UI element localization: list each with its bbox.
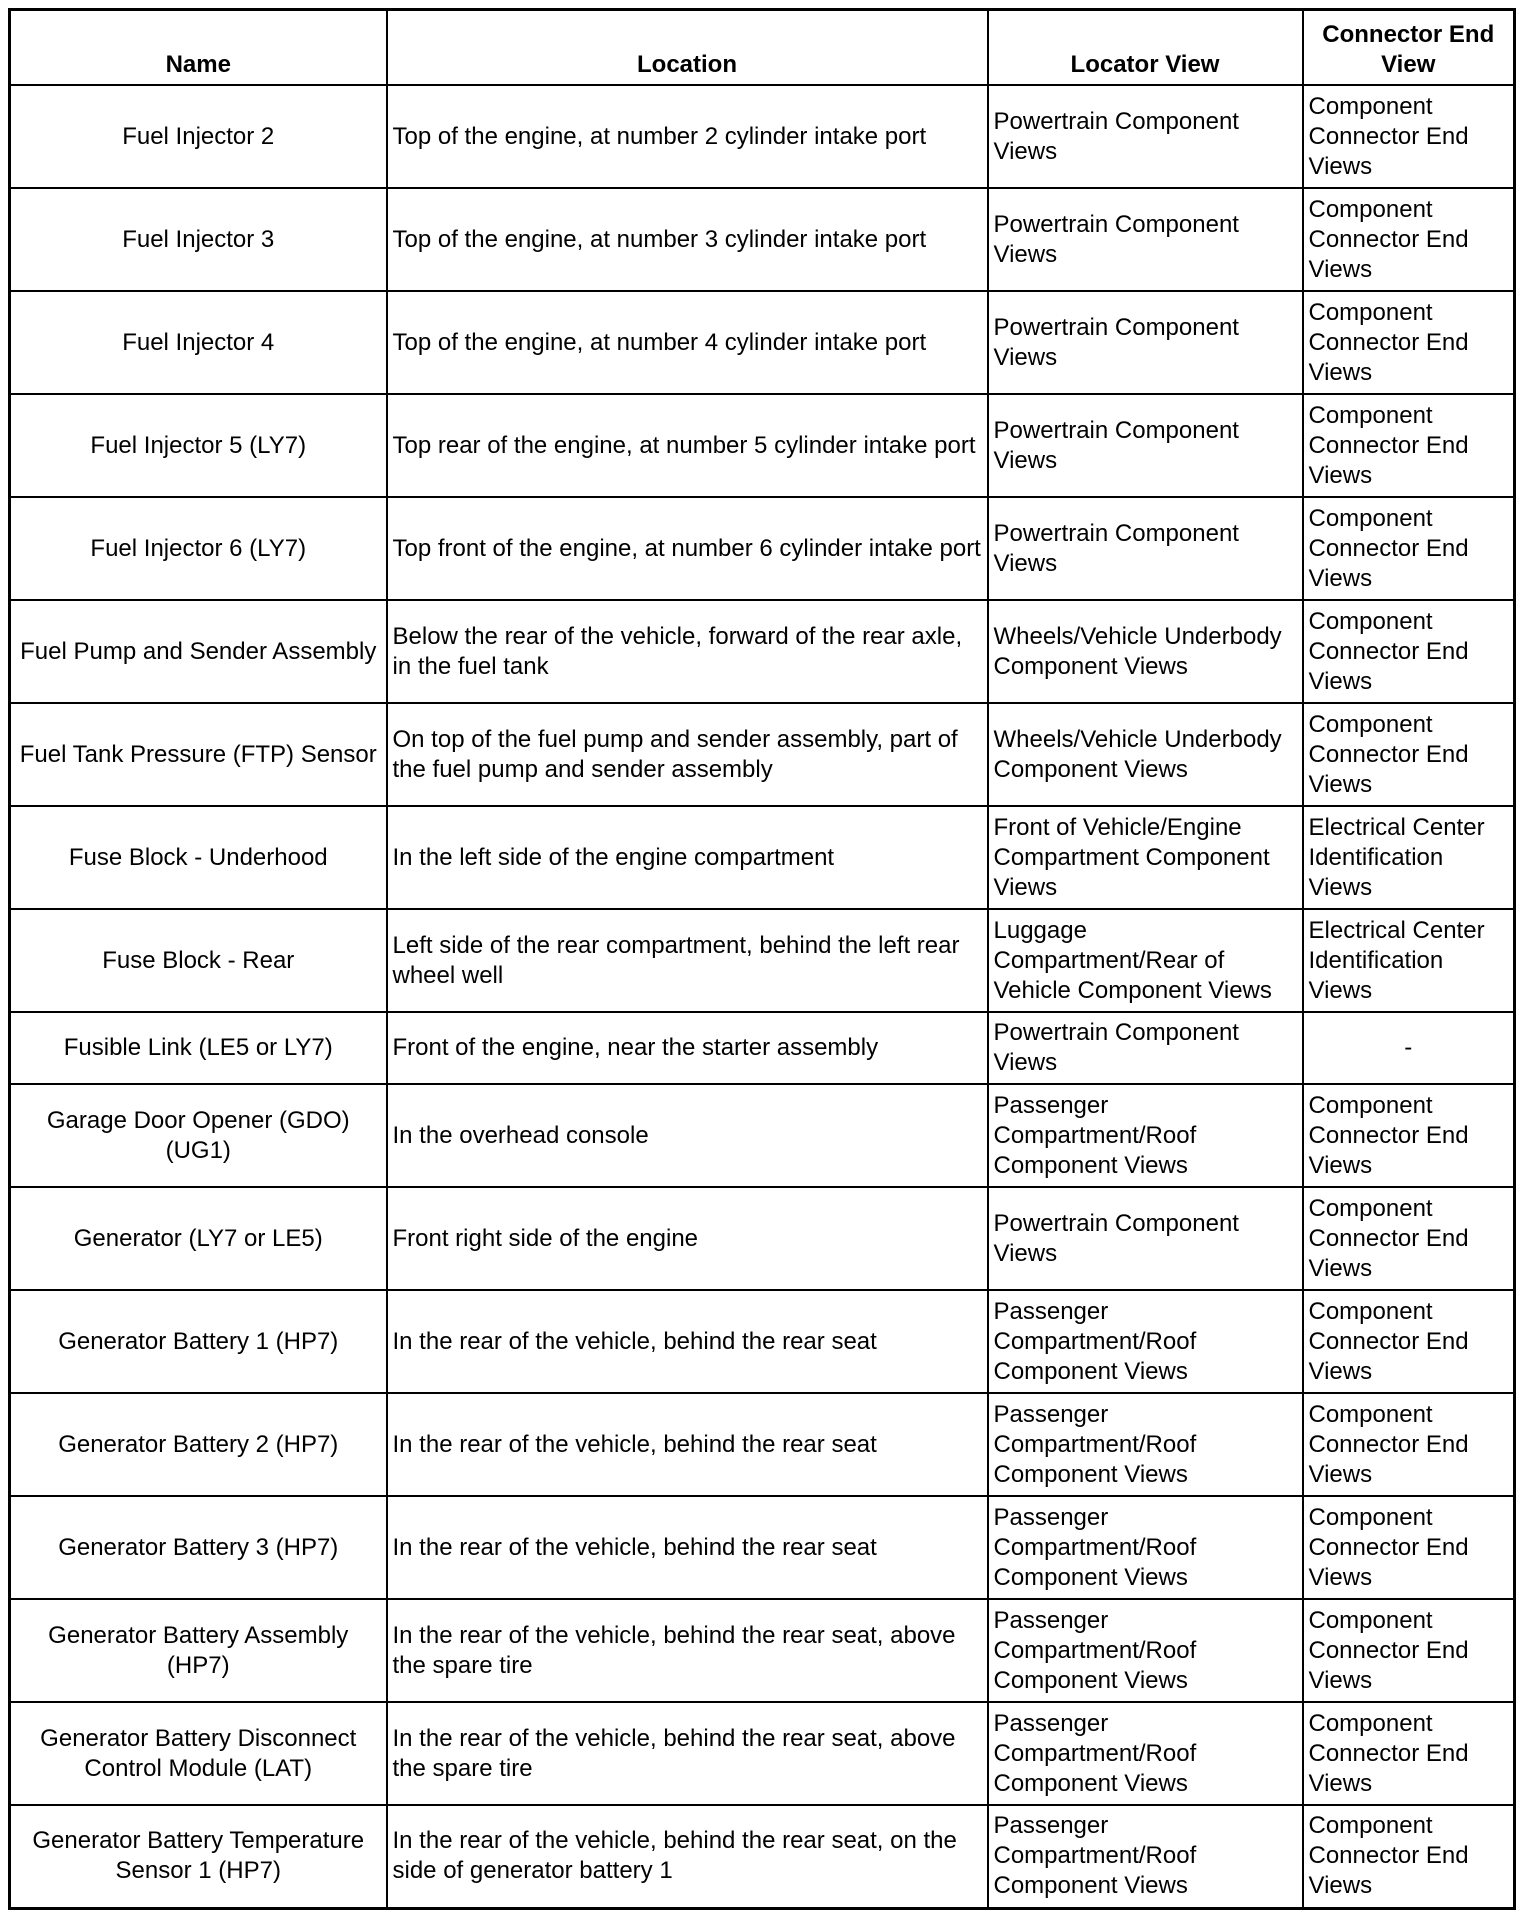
cell-connector-end-view: Component Connector End Views xyxy=(1303,291,1515,394)
cell-connector-end-view: Component Connector End Views xyxy=(1303,497,1515,600)
cell-connector-end-view: Electrical Center Identification Views xyxy=(1303,806,1515,909)
table-row xyxy=(10,497,1515,600)
table-row xyxy=(10,1702,1515,1805)
cell-locator-view: Powertrain Component Views xyxy=(988,291,1303,394)
table-row xyxy=(10,600,1515,703)
cell-locator-view: Passenger Compartment/Roof Component Views xyxy=(988,1702,1303,1805)
cell-location: In the rear of the vehicle, behind the rear seat xyxy=(387,1290,988,1393)
cell-locator-view: Wheels/Vehicle Underbody Component Views xyxy=(988,703,1303,806)
column-header-location: Location xyxy=(387,10,988,86)
cell-name: Generator Battery 1 (HP7) xyxy=(10,1290,387,1393)
cell-connector-end-view: Component Connector End Views xyxy=(1303,1805,1515,1908)
cell-location: In the rear of the vehicle, behind the rear seat, on the side of generator battery 1 xyxy=(387,1805,988,1908)
column-header-name: Name xyxy=(10,10,387,86)
cell-name: Fuse Block - Rear xyxy=(10,909,387,1012)
cell-locator-view: Luggage Compartment/Rear of Vehicle Component Views xyxy=(988,909,1303,1012)
cell-connector-end-view: Component Connector End Views xyxy=(1303,188,1515,291)
cell-location: Top of the engine, at number 2 cylinder intake port xyxy=(387,85,988,188)
cell-name: Garage Door Opener (GDO) (UG1) xyxy=(10,1084,387,1187)
component-locator-table xyxy=(8,8,1516,1910)
table-row xyxy=(10,1599,1515,1702)
table-row xyxy=(10,909,1515,1012)
cell-locator-view: Passenger Compartment/Roof Component Views xyxy=(988,1805,1303,1908)
cell-location: Below the rear of the vehicle, forward of the rear axle, in the fuel tank xyxy=(387,600,988,703)
cell-name: Fusible Link (LE5 or LY7) xyxy=(10,1012,387,1084)
cell-connector-end-view: Component Connector End Views xyxy=(1303,703,1515,806)
table-row xyxy=(10,806,1515,909)
table-row xyxy=(10,188,1515,291)
cell-name: Fuel Injector 2 xyxy=(10,85,387,188)
header-row xyxy=(10,10,1515,86)
cell-location: Top rear of the engine, at number 5 cylinder intake port xyxy=(387,394,988,497)
cell-location: Left side of the rear compartment, behind the left rear wheel well xyxy=(387,909,988,1012)
cell-name: Fuel Injector 4 xyxy=(10,291,387,394)
cell-locator-view: Passenger Compartment/Roof Component Views xyxy=(988,1599,1303,1702)
table-row xyxy=(10,1187,1515,1290)
cell-locator-view: Powertrain Component Views xyxy=(988,1012,1303,1084)
cell-locator-view: Wheels/Vehicle Underbody Component Views xyxy=(988,600,1303,703)
table-row xyxy=(10,1496,1515,1599)
cell-locator-view: Powertrain Component Views xyxy=(988,85,1303,188)
table-row xyxy=(10,1012,1515,1084)
cell-name: Fuel Injector 3 xyxy=(10,188,387,291)
table-row xyxy=(10,1084,1515,1187)
cell-locator-view: Passenger Compartment/Roof Component Views xyxy=(988,1290,1303,1393)
cell-name: Fuel Injector 5 (LY7) xyxy=(10,394,387,497)
cell-location: Front right side of the engine xyxy=(387,1187,988,1290)
cell-connector-end-view: Component Connector End Views xyxy=(1303,1084,1515,1187)
cell-connector-end-view: Component Connector End Views xyxy=(1303,85,1515,188)
cell-connector-end-view: Component Connector End Views xyxy=(1303,1290,1515,1393)
cell-location: Top front of the engine, at number 6 cylinder intake port xyxy=(387,497,988,600)
table-row xyxy=(10,291,1515,394)
cell-locator-view: Powertrain Component Views xyxy=(988,497,1303,600)
cell-location: Top of the engine, at number 4 cylinder intake port xyxy=(387,291,988,394)
cell-connector-end-view: Component Connector End Views xyxy=(1303,600,1515,703)
cell-locator-view: Powertrain Component Views xyxy=(988,1187,1303,1290)
cell-name: Fuel Injector 6 (LY7) xyxy=(10,497,387,600)
cell-location: Top of the engine, at number 3 cylinder intake port xyxy=(387,188,988,291)
cell-name: Fuel Pump and Sender Assembly xyxy=(10,600,387,703)
cell-name: Generator Battery Temperature Sensor 1 (HP7) xyxy=(10,1805,387,1908)
cell-name: Generator Battery Disconnect Control Module (LAT) xyxy=(10,1702,387,1805)
cell-name: Generator (LY7 or LE5) xyxy=(10,1187,387,1290)
cell-locator-view: Powertrain Component Views xyxy=(988,394,1303,497)
cell-connector-end-view: Component Connector End Views xyxy=(1303,1393,1515,1496)
column-header-locator-view: Locator View xyxy=(988,10,1303,86)
table-row xyxy=(10,703,1515,806)
cell-name: Generator Battery Assembly (HP7) xyxy=(10,1599,387,1702)
cell-locator-view: Passenger Compartment/Roof Component Views xyxy=(988,1393,1303,1496)
column-header-connector-end-view: Connector End View xyxy=(1303,10,1515,86)
cell-connector-end-view: Component Connector End Views xyxy=(1303,1496,1515,1599)
table-body xyxy=(10,85,1515,1908)
cell-location: In the rear of the vehicle, behind the rear seat, above the spare tire xyxy=(387,1702,988,1805)
cell-location: In the rear of the vehicle, behind the rear seat xyxy=(387,1496,988,1599)
cell-connector-end-view: - xyxy=(1303,1012,1515,1084)
cell-name: Generator Battery 3 (HP7) xyxy=(10,1496,387,1599)
cell-locator-view: Passenger Compartment/Roof Component Views xyxy=(988,1496,1303,1599)
cell-location: Front of the engine, near the starter assembly xyxy=(387,1012,988,1084)
cell-locator-view: Passenger Compartment/Roof Component Views xyxy=(988,1084,1303,1187)
table-row xyxy=(10,85,1515,188)
table-row xyxy=(10,394,1515,497)
cell-location: On top of the fuel pump and sender assembly, part of the fuel pump and sender assembly xyxy=(387,703,988,806)
table-row xyxy=(10,1393,1515,1496)
cell-name: Fuse Block - Underhood xyxy=(10,806,387,909)
cell-locator-view: Powertrain Component Views xyxy=(988,188,1303,291)
cell-connector-end-view: Electrical Center Identification Views xyxy=(1303,909,1515,1012)
cell-connector-end-view: Component Connector End Views xyxy=(1303,1187,1515,1290)
cell-location: In the left side of the engine compartment xyxy=(387,806,988,909)
cell-location: In the rear of the vehicle, behind the rear seat xyxy=(387,1393,988,1496)
cell-connector-end-view: Component Connector End Views xyxy=(1303,1599,1515,1702)
component-locator-table-container xyxy=(8,8,1513,1910)
cell-connector-end-view: Component Connector End Views xyxy=(1303,394,1515,497)
table-row xyxy=(10,1805,1515,1908)
cell-name: Fuel Tank Pressure (FTP) Sensor xyxy=(10,703,387,806)
table-header xyxy=(10,10,1515,86)
cell-locator-view: Front of Vehicle/Engine Compartment Component Views xyxy=(988,806,1303,909)
cell-location: In the overhead console xyxy=(387,1084,988,1187)
cell-connector-end-view: Component Connector End Views xyxy=(1303,1702,1515,1805)
table-row xyxy=(10,1290,1515,1393)
cell-location: In the rear of the vehicle, behind the rear seat, above the spare tire xyxy=(387,1599,988,1702)
cell-name: Generator Battery 2 (HP7) xyxy=(10,1393,387,1496)
